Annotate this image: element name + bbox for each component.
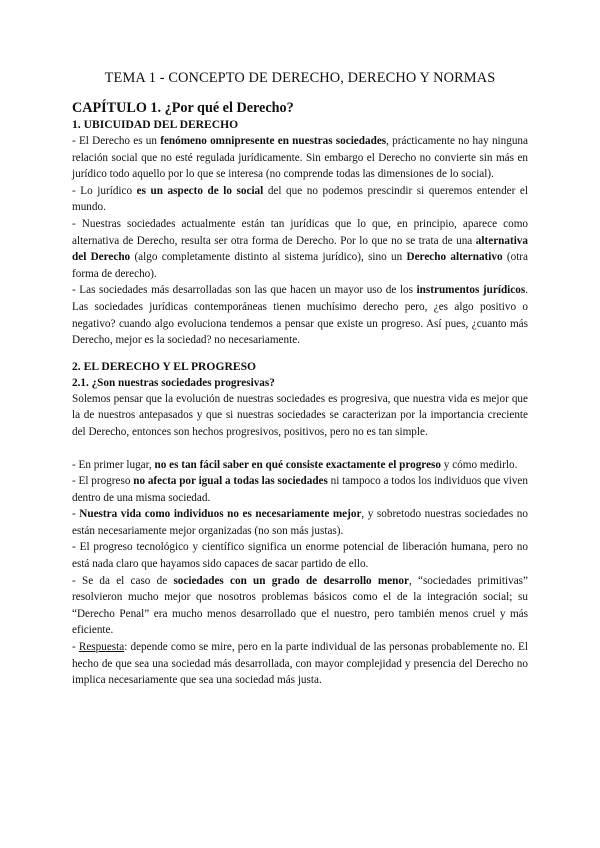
section-1-paragraph-1: - El Derecho es un fenómeno omnipresente en nuestras sociedades, prácticamente no hay ninguna relación social que no esté regulada jurídicamente. Sin embargo el Derecho no convierte sin más en jurídico todo aquello por lo que se interesa (no comprende todas las dimensiones de lo social). — [72, 135, 528, 181]
section-1-paragraph-3: - Nuestras sociedades actualmente están tan jurídicas que lo que, en principio, aparece como alternativa de Derecho, resulta ser otra forma de Derecho. Por lo que no se trata de una alternativa del Derecho (algo completamente distinto al sistema jurídico), sino un Derecho alternativo (otra forma de derecho). — [72, 217, 528, 280]
document-title: TEMA 1 - CONCEPTO DE DERECHO, DERECHO Y NORMAS — [104, 70, 496, 86]
section-2-1-heading: 2.1. ¿Son nuestras sociedades progresivas? — [72, 376, 275, 389]
chapter-heading: CAPÍTULO 1. ¿Por qué el Derecho? — [72, 100, 294, 116]
section-1-paragraph-2: - Lo jurídico es un aspecto de lo social del que no podemos prescindir si queremos entender el mundo. — [72, 184, 528, 214]
section-2-paragraph-2: - El progreso no afecta por igual a todas las sociedades ni tampoco a todos los individuos que viven dentro de una misma sociedad. — [72, 475, 528, 504]
section-2-heading: 2. EL DERECHO Y EL PROGRESO — [72, 359, 257, 373]
section-2-paragraph-1: - En primer lugar, no es tan fácil saber en qué consiste exactamente el progreso y cómo medirlo. — [72, 458, 518, 471]
section-1-paragraph-4: - Las sociedades más desarrolladas son las que hacen un mayor uso de los instrumentos jurídicos. Las sociedades jurídicas contemporáneas tienen muchísimo derecho pero, ¿es algo positivo o negativo? cuando algo evoluciona tendemos a pensar que existe un progreso. Así pues, ¿cuanto más Derecho, mejor es la sociedad? no necesariamente. — [72, 284, 528, 347]
section-2-paragraph-6: - Respuesta: depende como se mire, pero en la parte individual de las personas probablemente no. El hecho de que sea una sociedad más desarrollada, con mayor complejidad y presencia del Derecho no implica necesariamente que sea una sociedad más justa. — [72, 641, 528, 687]
section-2-intro: Solemos pensar que la evolución de nuestras sociedades es progresiva, que nuestra vida es mejor que la de nuestros antepasados y que si nuestras sociedades se caracterizan por la importancia creciente del Derecho, entonces son hechos progresivos, positivos, pero no es tan simple. — [72, 392, 528, 438]
section-2-paragraph-3: - Nuestra vida como individuos no es necesariamente mejor, y sobretodo nuestras sociedades no están necesariamente mejor organizadas (no son más justas). — [72, 508, 528, 537]
section-1-heading: 1. UBICUIDAD DEL DERECHO — [72, 118, 239, 131]
section-2-paragraph-4: - El progreso tecnológico y científico significa un enorme potencial de liberación humana, pero no está nada claro que hayamos sido capaces de sacar partido de ello. — [72, 541, 528, 571]
section-2-paragraph-5: - Se da el caso de sociedades con un grado de desarrollo menor, “sociedades primitivas” resolvieron mucho mejor que nosotros problemas básicos como el de la integración social; su “Derecho Penal” era mucho menos desarrollado que el nuestro, pero también menos cruel y más eficiente. — [72, 574, 528, 637]
document-page — [72, 68, 528, 689]
